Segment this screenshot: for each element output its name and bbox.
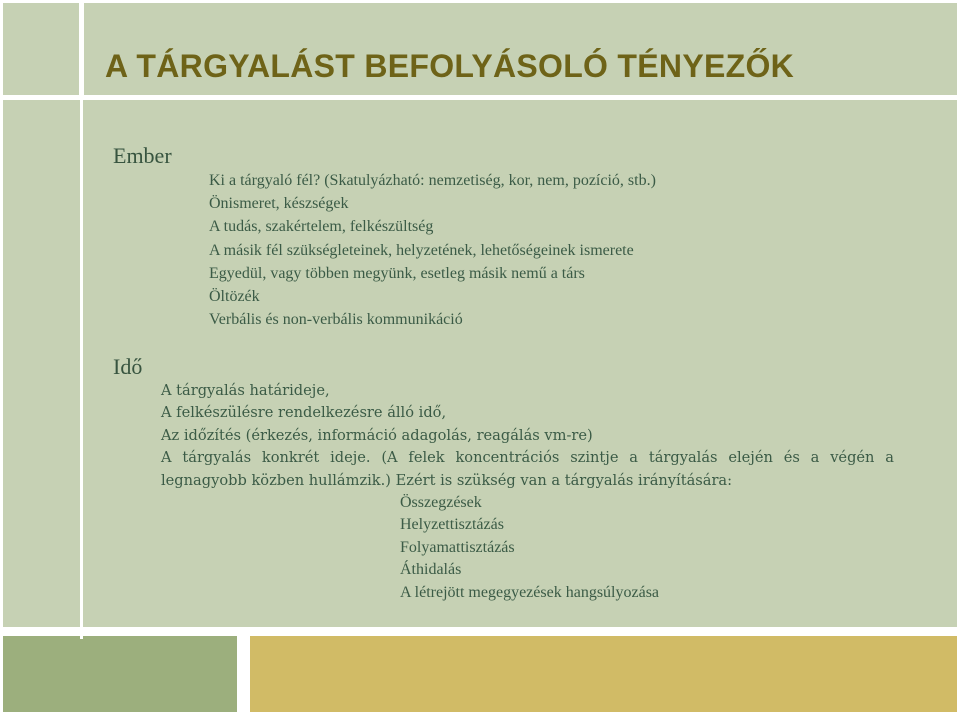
list-item: A tudás, szakértelem, felkészültség: [209, 218, 434, 236]
sublist-item: Áthidalás: [400, 561, 462, 579]
section-heading-ido: Idő: [113, 354, 143, 379]
slide-title: A TÁRGYALÁST BEFOLYÁSOLÓ TÉNYEZŐK: [105, 48, 795, 84]
ido-sublist: [400, 492, 659, 604]
list-item: Önismeret, készségek: [209, 195, 349, 213]
footer-green-block: [3, 636, 237, 712]
sublist-item: Összegzések: [400, 494, 482, 511]
ido-list: [161, 380, 894, 492]
list-item: Öltözék: [209, 288, 260, 306]
list-item: Egyedül, vagy többen megyünk, esetleg másik nemű a társ: [209, 264, 585, 282]
list-item: A másik fél szükségleteinek, helyzetének, lehetőségeinek ismerete: [209, 241, 634, 259]
title-left-panel: [3, 3, 79, 95]
ember-list: [209, 169, 656, 331]
sublist-item: Helyzettisztázás: [400, 516, 504, 534]
vertical-divider: [80, 3, 83, 639]
section-heading-ember: Ember: [113, 143, 172, 168]
list-item: A tárgyalás konkrét ideje. (A felek koncentrációs szintje a tárgyalás elején és a végén a legnagyobb közben hullámzik.) Ezért is szükség van a tárgyalás irányítására:: [161, 449, 894, 489]
list-item: A tárgyalás határideje,: [161, 382, 330, 399]
sublist-item: A létrejött megegyezések hangsúlyozása: [400, 583, 660, 601]
list-item: A felkészülésre rendelkezésre álló idő,: [161, 404, 447, 422]
list-item: Ki a tárgyaló fél? (Skatulyázható: nemzetiség, kor, nem, pozíció, stb.): [209, 172, 656, 189]
footer-gold-block: [250, 636, 957, 712]
list-item: Verbális és non-verbális kommunikáció: [209, 311, 463, 329]
sublist-item: Folyamattisztázás: [400, 538, 515, 556]
list-item: Az időzítés (érkezés, információ adagolás, reagálás vm-re): [161, 426, 593, 444]
